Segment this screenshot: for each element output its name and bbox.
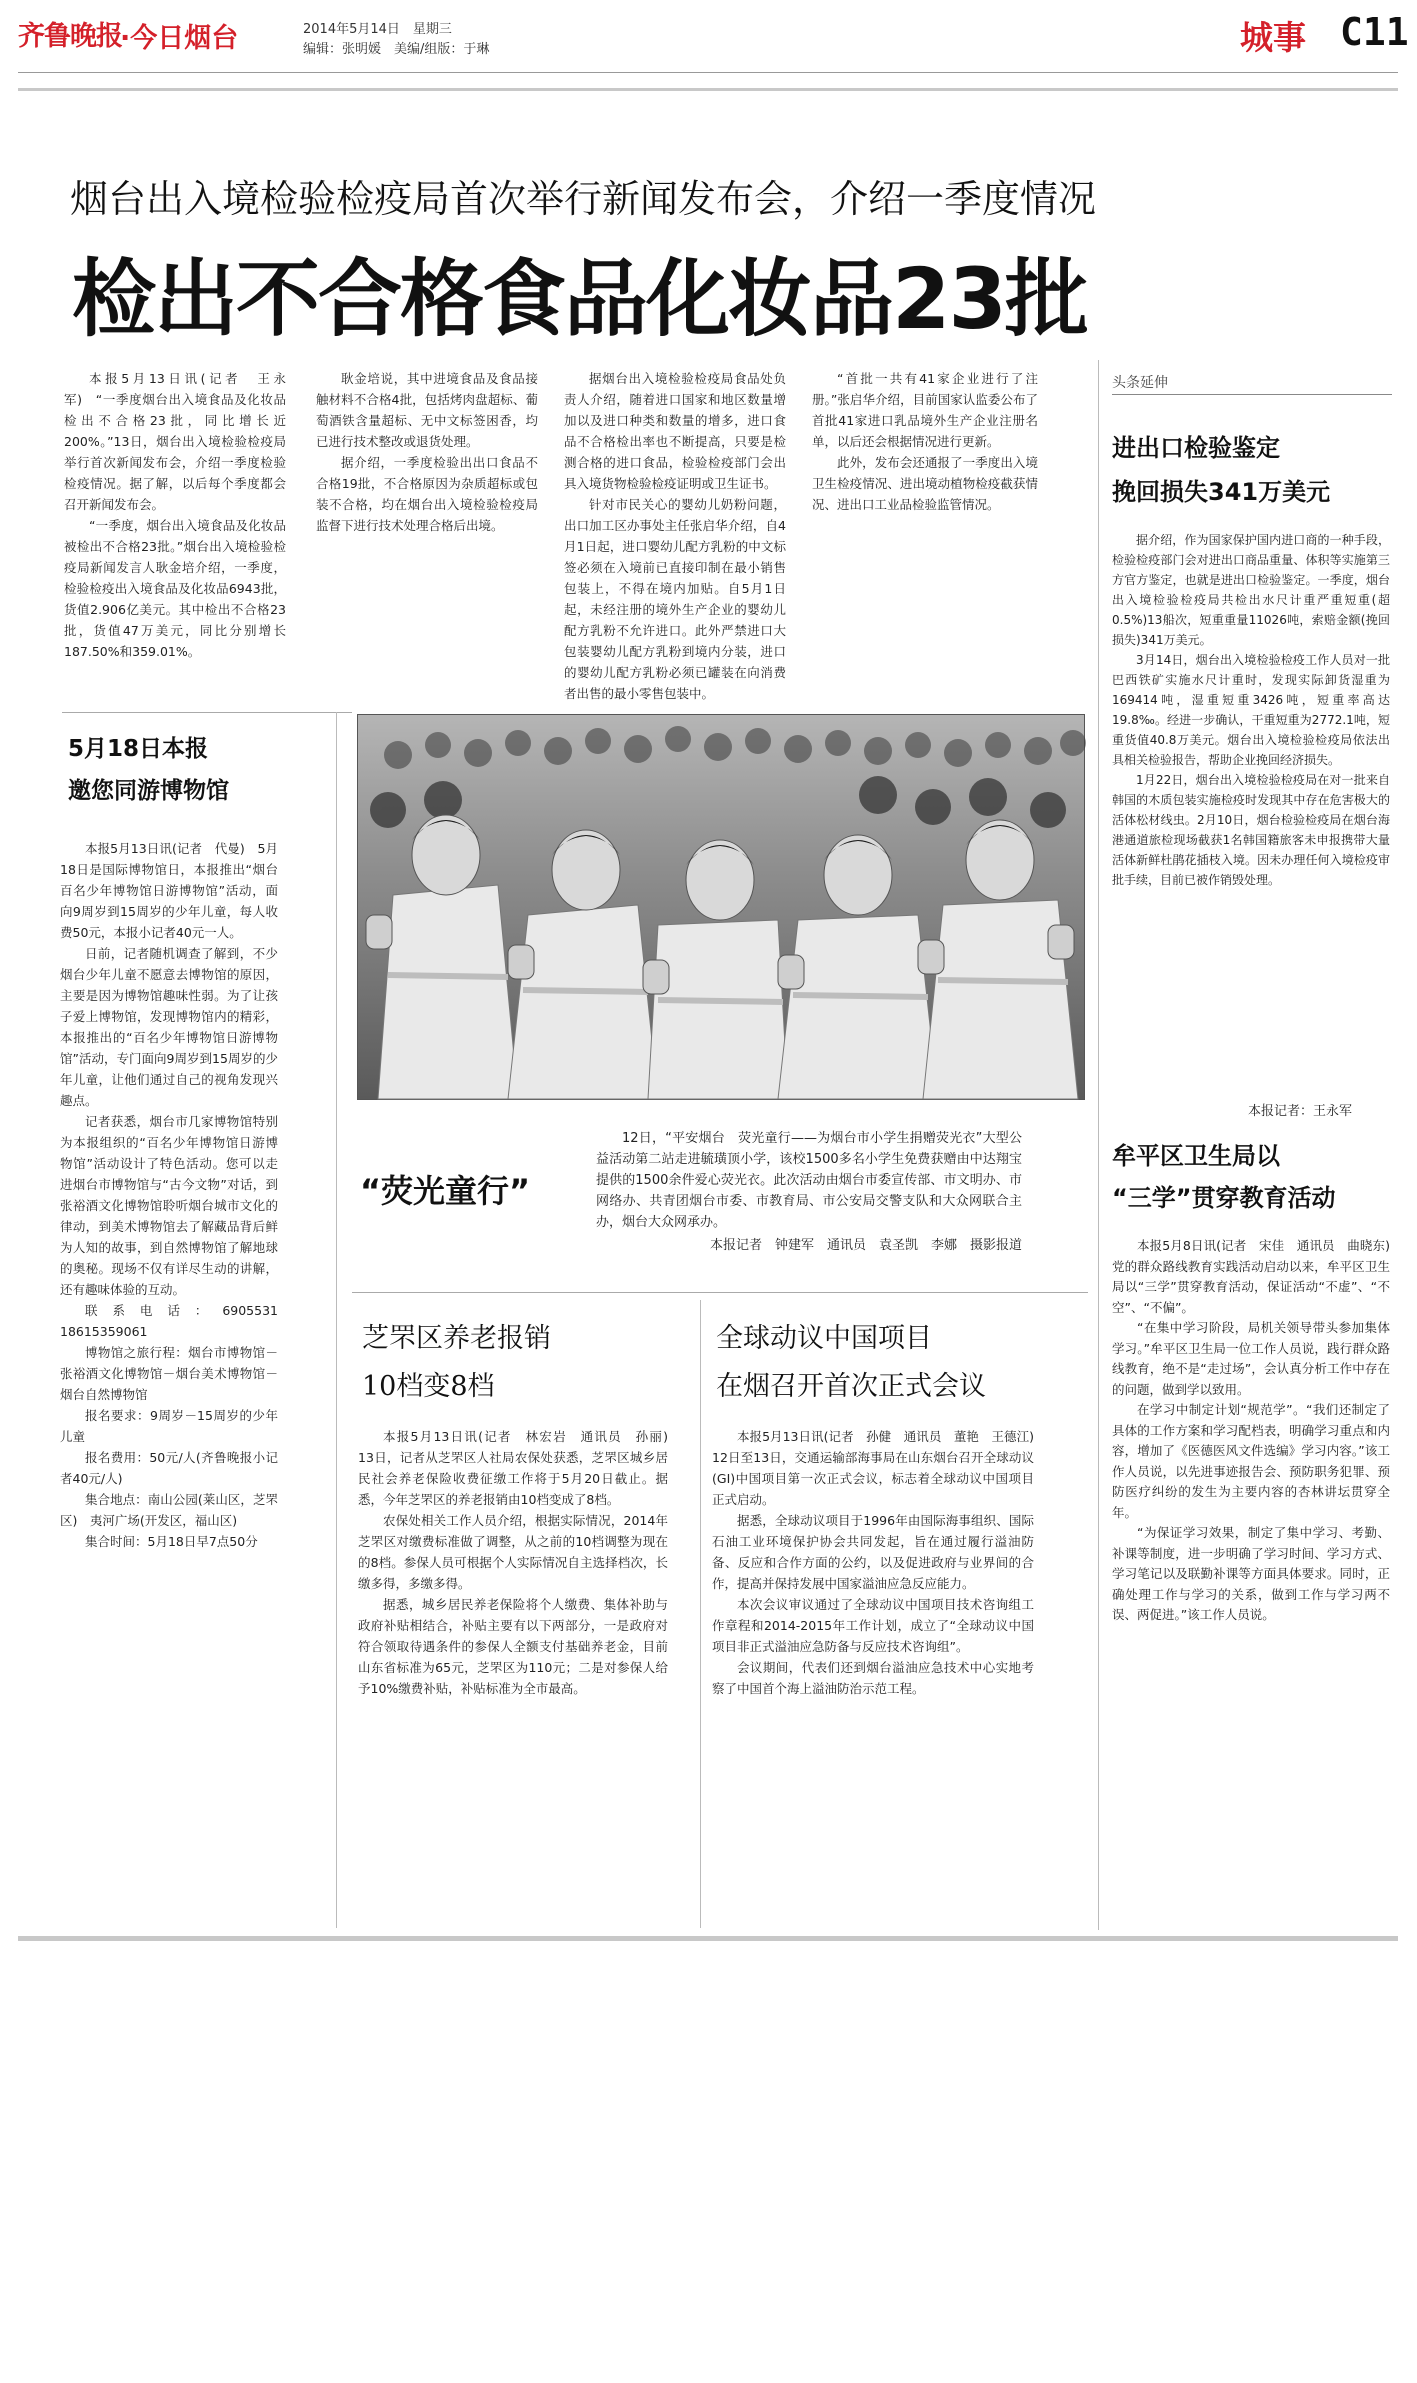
museum-paragraph: 报名要求：9周岁－15周岁的少年儿童 bbox=[60, 1408, 278, 1444]
column-name: 城事 bbox=[1240, 18, 1306, 57]
muping-title-2: “三学”贯穿教育活动 bbox=[1112, 1184, 1336, 1212]
museum-paragraph: 联系电话：6905531 18615359061 bbox=[60, 1303, 291, 1339]
pension-body bbox=[358, 1426, 681, 1926]
lead-paragraph: 据烟台出入境检验检疫局食品处负责人介绍，随着进口国家和地区数量增加以及进口种类和数量的增多，进口食品不合格检出率也不断提高，只要是检测合格的进口食品，检验检疫部门会出具入境货物检验检疫证明或卫生证书。 bbox=[564, 371, 786, 491]
sidebar-divider bbox=[1098, 360, 1099, 1930]
muping-paragraph: “为保证学习效果，制定了集中学习、考勤、补课等制度，进一步明确了学习时间、学习方式、学习笔记以及联勤补课等方面具体要求。同时，正确处理工作与学习的关系，做到工作与学习两不误、两促进。”该工作人员说。 bbox=[1112, 1525, 1390, 1622]
lead-paragraph: 此外，发布会还通报了一季度出入境卫生检疫情况、进出境动植物检疫截获情况、进出口工业品检验监管情况。 bbox=[812, 455, 1038, 512]
masthead bbox=[0, 0, 1417, 80]
section-name: ·今日烟台 bbox=[120, 23, 239, 54]
pension-paragraph: 农保处相关工作人员介绍，根据实际情况，2014年芝罘区对缴费标准做了调整，从之前的10档调整为现在的8档。参保人员可根据个人实际情况自主选择档次，长缴多得，多缴多得。 bbox=[358, 1513, 668, 1591]
oil-paragraph: 据悉，全球动议项目于1996年由国际海事组织、国际石油工业环境保护协会共同发起，旨在通过履行溢油防备、反应和合作方面的公约，以及促进政府与业界间的合作，提高并保持发展中国家溢油应急反应能力。 bbox=[712, 1513, 1034, 1591]
photo-caption-title: “荧光童行” bbox=[360, 1172, 531, 1210]
pension-title-2: 10档变8档 bbox=[362, 1371, 495, 1402]
lead-column-1 bbox=[64, 368, 286, 712]
oil-body bbox=[712, 1426, 1047, 1926]
photo-caption bbox=[596, 1128, 1022, 1256]
sidebar-paragraph: 3月14日，烟台出入境检验检疫工作人员对一批巴西铁矿实施水尺计重时，发现实际卸货湿重为169414吨，湿重短重3426吨，短重率高达19.8‰。经进一步确认，干重短重为2772.1吨，短重货值40.8万美元。烟台出入境检验检疫局依法出具相关检验报告，帮助企业挽回经济损失。 bbox=[1112, 653, 1390, 767]
lead-paragraph: “一季度，烟台出入境食品及化妆品被检出不合格23批。”烟台出入境检验检疫局新闻发言人耿金培介绍，一季度，检验检疫出入境食品及化妆品6943批，货值2.906亿美元。其中检出不合格23批，货值47万美元，同比分别增长187.50%和359.01%。 bbox=[64, 518, 286, 659]
sidebar-body bbox=[1112, 530, 1390, 1088]
sidebar-byline: 本报记者：王永军 bbox=[1247, 1104, 1352, 1119]
pension-title-1: 芝罘区养老报销 bbox=[362, 1323, 551, 1354]
muping-paragraph: 本报5月8日讯(记者 宋佳 通讯员 曲晓东) 党的群众路线教育实践活动启动以来，牟平区卫生局以“三学”贯穿教育活动，保证活动“不虚”、“不空”、“不偏”。 bbox=[1112, 1238, 1403, 1315]
oil-title-2: 在烟召开首次正式会议 bbox=[716, 1371, 986, 1402]
paper-logo: 齐鲁晚报 bbox=[18, 21, 122, 52]
lead-paragraph: 耿金培说，其中进境食品及食品接触材料不合格4批，包括烤肉盘超标、葡萄酒铁含量超标、无中文标签困香，均已进行技术整改或退货处理。 bbox=[316, 371, 538, 449]
museum-rule bbox=[62, 712, 352, 713]
page-number: C11 bbox=[1340, 10, 1409, 54]
museum-divider bbox=[336, 712, 337, 1928]
oil-paragraph: 本报5月13日讯(记者 孙健 通讯员 董艳 王德江) 12日至13日，交通运输部海事局在山东烟台召开全球动议(GI)中国项目第一次正式会议，标志着全球动议中国项目正式启动。 bbox=[712, 1429, 1047, 1507]
photo-credit: 本报记者 钟建军 通讯员 袁圣凯 李娜 摄影报道 bbox=[709, 1238, 1022, 1253]
museum-body bbox=[60, 838, 291, 1928]
sidebar-title-1: 进出口检验鉴定 bbox=[1112, 434, 1280, 462]
sidebar-kicker: 头条延伸 bbox=[1112, 372, 1392, 395]
muping-paragraph: “在集中学习阶段，局机关领导带头参加集体学习。”牟平区卫生局一位工作人员说，践行群众路线教育，绝不是“走过场”，会认真分析工作中存在的问题，做到学以致用。 bbox=[1112, 1320, 1390, 1397]
sidebar-paragraph: 据介绍，作为国家保护国内进口商的一种手段，检验检疫部门会对进出口商品重量、体积等实施第三方官方鉴定，也就是进出口检验鉴定。一季度，烟台出入境检验检疫局共检出水尺计重严重短重(超0.5%)13船次，短重重量11026吨，索赔金额(挽回损失)341万美元。 bbox=[1112, 533, 1390, 647]
oil-paragraph: 本次会议审议通过了全球动议中国项目技术咨询组工作章程和2014-2015年工作计划，成立了“全球动议中国项目非正式溢油应急防备与反应技术咨询组”。 bbox=[712, 1597, 1034, 1654]
lead-paragraph: 针对市民关心的婴幼儿奶粉问题，出口加工区办事处主任张启华介绍，自4月1日起，进口婴幼儿配方乳粉的中文标签必须在入境前已直接印制在最小销售包装上，不得在境内加贴。自5月1日起，未经注册的境外生产企业的婴幼儿配方乳粉不允许进口。此外严禁进口大包装婴幼儿配方乳粉到境内分装，进口的婴幼儿配方乳粉必须已罐装在向消费者出售的最小零售包装中。 bbox=[564, 497, 786, 701]
museum-title-2: 邀您同游博物馆 bbox=[68, 778, 229, 804]
pension-paragraph: 据悉，城乡居民养老保险将个人缴费、集体补助与政府补贴相结合，补贴主要有以下两部分，一是政府对符合领取待遇条件的参保人全额支付基础养老金，目前山东省标准为65元，芝罘区为110元；二是对参保人给予10%缴费补贴，补贴标准为全市最高。 bbox=[358, 1597, 668, 1696]
museum-paragraph: 集合时间：5月18日早7点50分 bbox=[85, 1534, 258, 1549]
photo-caption-text: 12日，“平安烟台 荧光童行——为烟台市小学生捐赠荧光衣”大型公益活动第二站走进毓璜顶小学，该校1500多名小学生免费获赠由中达翔宝提供的1500余件爱心荧光衣。此次活动由烟台市委宣传部、市文明办、市网络办、共青团烟台市委、市教育局、市公安局交警支队和大众网联合主办，烟台大众网承办。 bbox=[596, 1131, 1022, 1230]
museum-paragraph: 日前，记者随机调查了解到，不少烟台少年儿童不愿意去博物馆的原因，主要是因为博物馆趣味性弱。为了让孩子爱上博物馆，发现博物馆内的精彩，本报推出的“百名少年博物馆日游博物馆”活动，专门面向9周岁到15周岁的少年儿童，让他们通过自己的视角发现兴趣点。 bbox=[60, 946, 278, 1108]
sidebar-title-2: 挽回损失341万美元 bbox=[1112, 478, 1331, 506]
museum-paragraph: 报名费用：50元/人(齐鲁晚报小记者40元/人) bbox=[60, 1450, 278, 1486]
muping-title-1: 牟平区卫生局以 bbox=[1112, 1142, 1280, 1170]
lead-column-2 bbox=[316, 368, 538, 712]
lower-section-rule bbox=[352, 1292, 1088, 1293]
oil-title-1: 全球动议中国项目 bbox=[716, 1323, 932, 1354]
lead-column-4 bbox=[812, 368, 1038, 712]
oil-paragraph: 会议期间，代表们还到烟台溢油应急技术中心实地考察了中国首个海上溢油防治示范工程。 bbox=[712, 1660, 1034, 1696]
museum-paragraph: 集合地点：南山公园(莱山区，芝罘区) 夷河广场(开发区，福山区) bbox=[60, 1492, 278, 1528]
editor-line: 编辑：张明媛 美编/组版：于琳 bbox=[303, 42, 490, 57]
museum-paragraph: 记者获悉，烟台市几家博物馆特别为本报组织的“百名少年博物馆日游博物馆”活动设计了特色活动。您可以走进烟台市博物馆与“古今文物”对话，到张裕酒文化博物馆聆听烟台城市文化的律动，到美术博物馆去了解藏品背后鲜为人知的故事，到自然博物馆了解地球的奥秘。现场不仅有详尽生动的讲解，还有趣味体验的互动。 bbox=[60, 1114, 278, 1297]
muping-body bbox=[1112, 1236, 1403, 1926]
page-bottom-rule bbox=[18, 1936, 1398, 1941]
news-photo bbox=[357, 714, 1085, 1100]
masthead-rule bbox=[18, 88, 1398, 91]
museum-paragraph: 本报5月13日讯(记者 代曼) 5月18日是国际博物馆日，本报推出“烟台百名少年博物馆日游博物馆”活动，面向9周岁到15周岁的少年儿童，每人收费50元，本报小记者40元一人。 bbox=[60, 841, 278, 940]
lead-paragraph: 据介绍，一季度检验出出口食品不合格19批，不合格原因为杂质超标或包装不合格，均在烟台出入境检验检疫局监督下进行技术处理合格后出境。 bbox=[316, 455, 538, 533]
lead-paragraph: 本报5月13日讯(记者 王永军) “一季度烟台出入境食品及化妆品检出不合格23批，同比增长近200%。”13日，烟台出入境检验检疫局举行首次新闻发布会，介绍一季度检验检疫情况。据了解，以后每个季度都会召开新闻发布会。 bbox=[64, 371, 286, 512]
masthead-thin-rule bbox=[18, 72, 1398, 73]
museum-paragraph: 博物馆之旅行程：烟台市博物馆－张裕酒文化博物馆－烟台美术博物馆－烟台自然博物馆 bbox=[60, 1345, 278, 1402]
children-photo-illustration bbox=[358, 715, 1084, 1099]
lead-paragraph: “首批一共有41家企业进行了注册。”张启华介绍，目前国家认监委公布了首批41家进口乳品境外生产企业注册名单，以后还会根据情况进行更新。 bbox=[812, 371, 1038, 449]
pension-paragraph: 本报5月13日讯(记者 林宏岩 通讯员 孙丽) 13日，记者从芝罘区人社局农保处获悉，芝罘区城乡居民社会养老保险收费征缴工作将于5月20日截止。据悉，今年芝罘区的养老报销由10档变成了8档。 bbox=[358, 1429, 681, 1507]
muping-paragraph: 在学习中制定计划“规范学”。“我们还制定了具体的工作方案和学习配档表，明确学习重点和内容，增加了《医德医风文件选编》学习内容。”该工作人员说，以先进事迹报告会、预防职务犯罪、预防医疗纠纷的发生为主要内容的杏林讲坛贯穿全年。 bbox=[1112, 1402, 1390, 1520]
pension-divider bbox=[700, 1300, 701, 1928]
lead-headline: 检出不合格食品化妆品23批 bbox=[72, 250, 1087, 348]
lead-column-3 bbox=[564, 368, 786, 712]
sidebar-paragraph: 1月22日，烟台出入境检验检疫局在对一批来自韩国的木质包装实施检疫时发现其中存在危害极大的活体松材线虫。2月10日，烟台检验检疫局在烟台海港通道旅检现场截获1名韩国籍旅客未申报携带大量活体新鲜杜鹃花插枝入境。因未办理任何入境检疫审批手续，目前已被作销毁处理。 bbox=[1112, 773, 1390, 887]
date-line: 2014年5月14日 星期三 bbox=[303, 22, 452, 37]
museum-title-1: 5月18日本报 bbox=[68, 736, 209, 762]
lead-subtitle: 烟台出入境检验检疫局首次举行新闻发布会，介绍一季度情况 bbox=[70, 177, 1097, 221]
